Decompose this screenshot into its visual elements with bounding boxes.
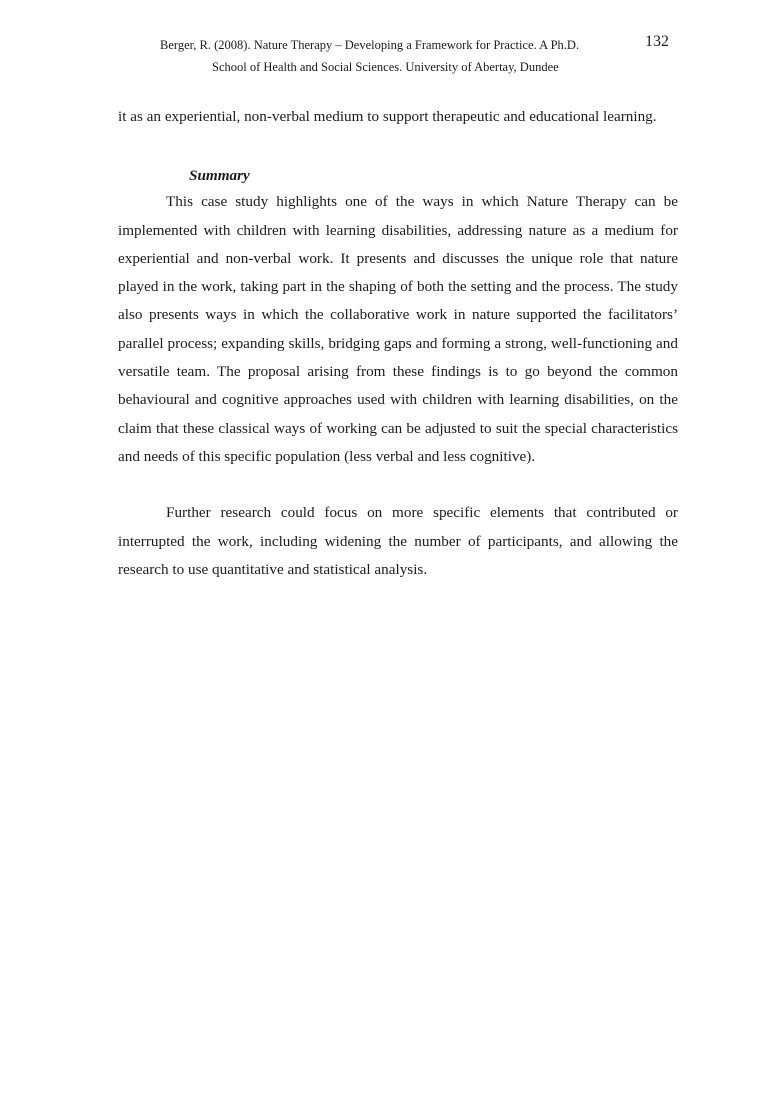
section-heading: Summary xyxy=(189,167,250,185)
further-research-paragraph: Further research could focus on more specific elements that contributed or interrupted the work, including widening the number of participants, and allowing the research to use quantitative and statistical analysis. xyxy=(118,504,678,578)
header-line-2: School of Health and Social Sciences. University of Abertay, Dundee xyxy=(212,60,559,74)
running-header xyxy=(160,34,680,78)
continuation-paragraph: it as an experiential, non-verbal medium to support therapeutic and educational learning. xyxy=(118,108,657,125)
summary-paragraph: This case study highlights one of the ways in which Nature Therapy can be implemented with children with learning disabilities, addressing nature as a medium for experiential and non-verbal work. It presents and discusses the unique role that nature played in the work, taking part in the shaping of both the setting and the process. The study also presents ways in which the collaborative work in nature supported the facilitators’ parallel process; expanding skills, bridging gaps and forming a strong, well-functioning and versatile team. The proposal arising from these findings is to go beyond the common behavioural and cognitive approaches used with children with learning disabilities, on the claim that these classical ways of working can be adjusted to suit the special characteristics and needs of this specific population (less verbal and less cognitive). xyxy=(118,193,678,465)
header-line-1 xyxy=(160,34,680,56)
header-citation: Berger, R. (2008). Nature Therapy – Developing a Framework for Practice. A Ph.D. xyxy=(160,38,580,52)
page-number: 132 xyxy=(645,33,669,50)
body-text xyxy=(118,103,678,584)
